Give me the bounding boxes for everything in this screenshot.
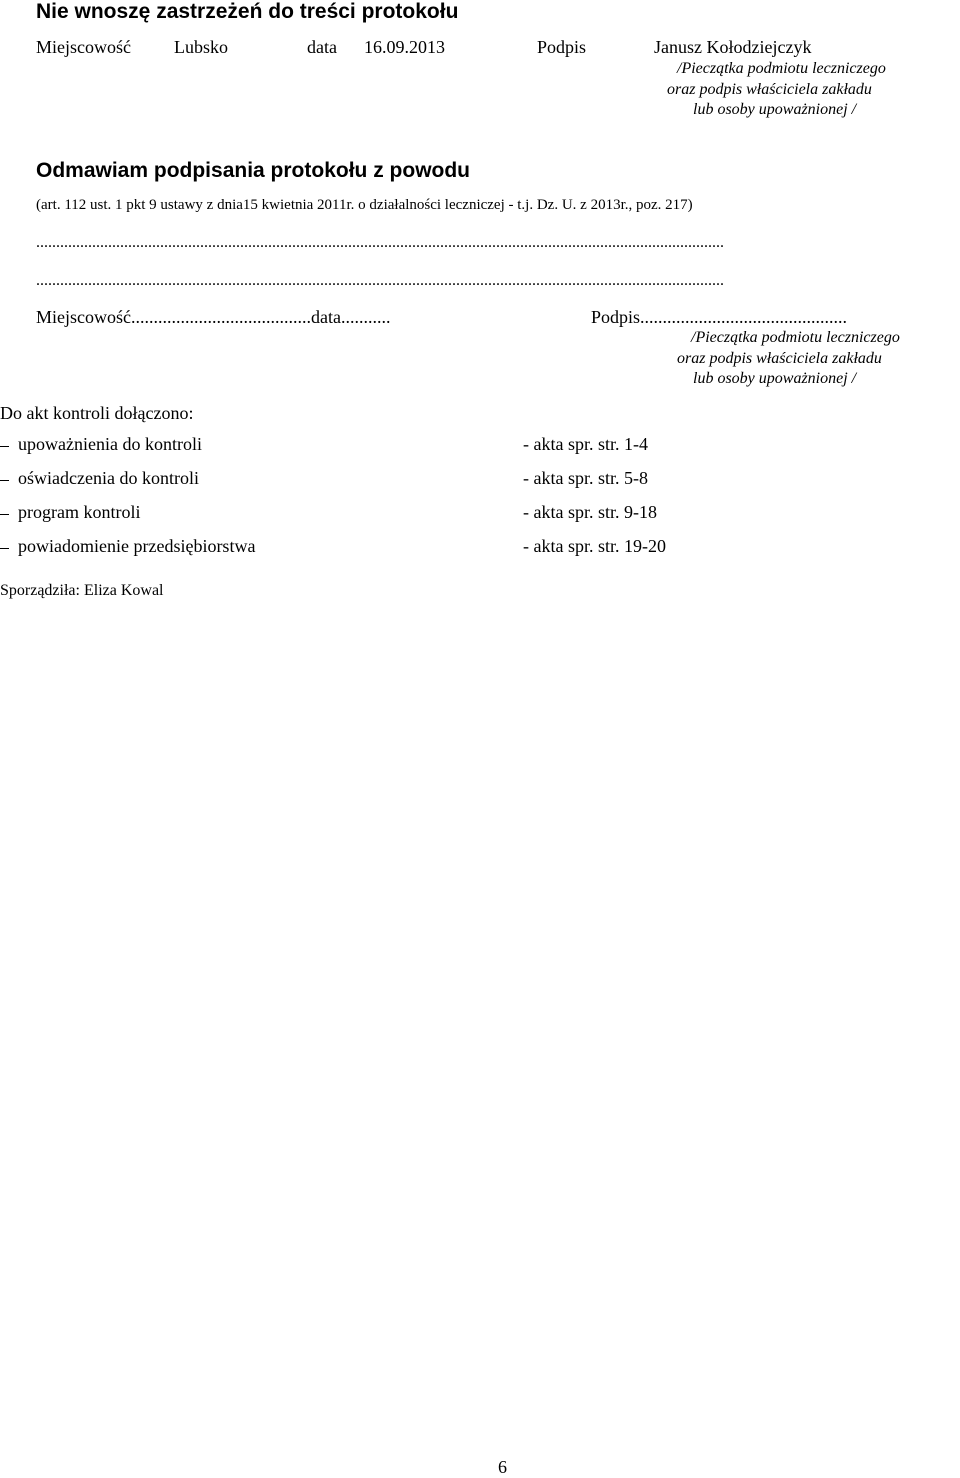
attachment-ref: - akta spr. str. 9-18 <box>523 502 657 522</box>
attachment-ref: - akta spr. str. 5-8 <box>523 468 648 488</box>
attachment-name: program kontroli <box>18 502 141 522</box>
refusal-reason-line-1: ............................................................................................................................................................................ <box>36 234 724 251</box>
stamp-note-line-2: oraz podpis właściciela zakładu <box>667 81 872 98</box>
date-value: 16.09.2013 <box>364 37 445 57</box>
refusal-reason-line-2: ............................................................................................................................................................................ <box>36 272 724 289</box>
attachment-ref: - akta spr. str. 1-4 <box>523 434 648 454</box>
signature-value: Janusz Kołodziejczyk <box>654 37 812 57</box>
signature-label: Podpis <box>537 37 587 57</box>
attachments-heading: Do akt kontroli dołączono: <box>0 403 194 423</box>
dash-bullet <box>0 514 9 515</box>
attachment-name: oświadczenia do kontroli <box>18 468 199 488</box>
prepared-by: Sporządziła: Eliza Kowal <box>0 582 164 599</box>
page-number: 6 <box>498 1457 507 1477</box>
attachment-ref: - akta spr. str. 19-20 <box>523 536 666 556</box>
stamp-note-2-line-1: /Pieczątka podmiotu leczniczego <box>691 329 900 346</box>
no-objection-heading: Nie wnoszę zastrzeżeń do treści protokołu <box>36 0 459 23</box>
place-label: Miejscowość <box>36 37 131 57</box>
attachment-name: powiadomienie przedsiębiorstwa <box>18 536 256 556</box>
legal-basis-note: (art. 112 ust. 1 pkt 9 ustawy z dnia15 kwietnia 2011r. o działalności leczniczej - t.j. Dz. U. z 2013r., poz. 217) <box>36 197 693 213</box>
date-label: data <box>307 37 337 57</box>
dash-bullet <box>0 446 9 447</box>
stamp-note-line-3: lub osoby upoważnionej / <box>693 101 857 118</box>
stamp-note-line-1: /Pieczątka podmiotu leczniczego <box>677 60 886 77</box>
dash-bullet <box>0 480 9 481</box>
refusal-heading: Odmawiam podpisania protokołu z powodu <box>36 159 471 182</box>
place-value: Lubsko <box>174 37 228 57</box>
stamp-note-2-line-2: oraz podpis właściciela zakładu <box>677 350 882 367</box>
stamp-note-2-line-3: lub osoby upoważnionej / <box>693 370 857 387</box>
place-date-line: Miejscowość........................................data........... <box>36 307 391 327</box>
attachment-name: upoważnienia do kontroli <box>18 434 202 454</box>
dash-bullet <box>0 548 9 549</box>
signature-line: Podpis.............................................. <box>591 307 848 327</box>
